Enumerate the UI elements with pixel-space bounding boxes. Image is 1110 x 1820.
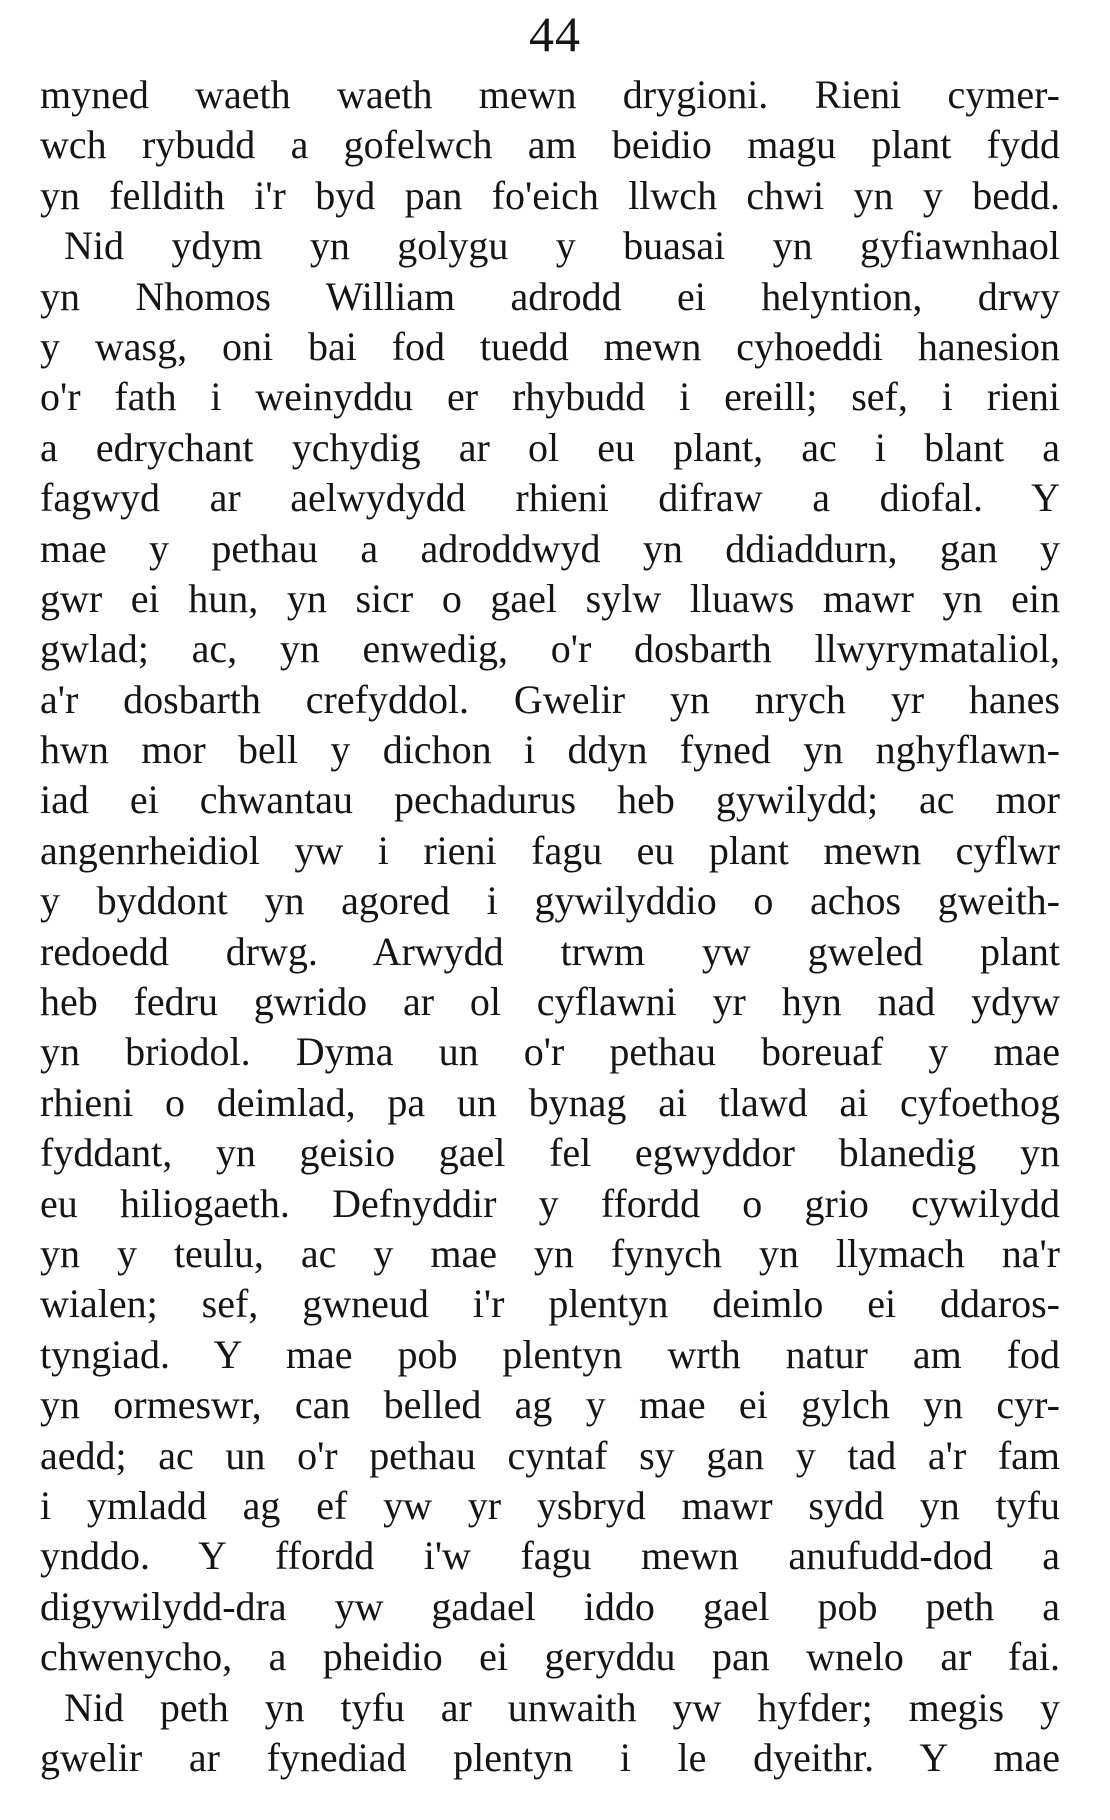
text-line: i ymladd ag ef yw yr ysbryd mawr sydd yn tyfu <box>40 1482 1060 1528</box>
text-line: yn briodol. Dyma un o'r pethau boreuaf y mae <box>40 1029 1060 1075</box>
text-line: aedd; ac un o'r pethau cyntaf sy gan y tad a'r fam <box>40 1432 1060 1478</box>
page-number: 44 <box>529 6 581 62</box>
text-line: yn ormeswr, can belled ag y mae ei gylch yn cyr- <box>40 1382 1060 1428</box>
text-line: o'r fath i weinyddu er rhybudd i ereill; sef, i rieni <box>40 374 1060 420</box>
text-line: chwenycho, a pheidio ei geryddu pan wnelo ar fai. <box>40 1634 1060 1680</box>
text-line: fyddant, yn geisio gael fel egwyddor blanedig yn <box>40 1130 1060 1176</box>
text-line: a edrychant ychydig ar ol eu plant, ac i blant a <box>40 424 1060 470</box>
text-line: gwelir ar fynediad plentyn i le dyeithr. Y mae <box>40 1734 1060 1780</box>
text-line: digywilydd-dra yw gadael iddo gael pob peth a <box>40 1583 1060 1629</box>
text-line: gwlad; ac, yn enwedig, o'r dosbarth llwyrymataliol, <box>40 626 1060 672</box>
text-line: rhieni o deimlad, pa un bynag ai tlawd ai cyfoethog <box>40 1079 1060 1125</box>
body-text <box>40 70 1060 1783</box>
text-line: tyngiad. Y mae pob plentyn wrth natur am fod <box>40 1331 1060 1377</box>
text-line: a'r dosbarth crefyddol. Gwelir yn nrych yr hanes <box>40 676 1060 722</box>
text-line: redoedd drwg. Arwydd trwm yw gweled plant <box>40 928 1060 974</box>
text-line: yn felldith i'r byd pan fo'eich llwch chwi yn y bedd. <box>40 172 1060 218</box>
text-line: mae y pethau a adroddwyd yn ddiaddurn, gan y <box>40 525 1060 571</box>
text-line: Nid peth yn tyfu ar unwaith yw hyfder; megis y <box>64 1684 1060 1730</box>
text-line: Nid ydym yn golygu y buasai yn gyfiawnhaol <box>64 223 1060 269</box>
text-line: hwn mor bell y dichon i ddyn fyned yn nghyflawn- <box>40 727 1060 773</box>
text-line: y byddont yn agored i gywilyddio o achos gweith- <box>40 878 1060 924</box>
text-line: yn y teulu, ac y mae yn fynych yn llymach na'r <box>40 1230 1060 1276</box>
text-line: wch rybudd a gofelwch am beidio magu plant fydd <box>40 122 1060 168</box>
text-line: angenrheidiol yw i rieni fagu eu plant mewn cyflwr <box>40 827 1060 873</box>
text-line: yn Nhomos William adrodd ei helyntion, drwy <box>40 273 1060 319</box>
text-line: ynddo. Y ffordd i'w fagu mewn anufudd-dod a <box>40 1533 1060 1579</box>
text-line: heb fedru gwrido ar ol cyflawni yr hyn nad ydyw <box>40 979 1060 1025</box>
text-line: eu hiliogaeth. Defnyddir y ffordd o grio cywilydd <box>40 1180 1060 1226</box>
text-line: iad ei chwantau pechadurus heb gywilydd; ac mor <box>40 777 1060 823</box>
text-line: gwr ei hun, yn sicr o gael sylw lluaws mawr yn ein <box>40 575 1060 621</box>
text-line: y wasg, oni bai fod tuedd mewn cyhoeddi hanesion <box>40 323 1060 369</box>
text-line: myned waeth waeth mewn drygioni. Rieni cymer- <box>40 72 1060 117</box>
text-line: fagwyd ar aelwydydd rhieni difraw a diofal. Y <box>40 475 1060 521</box>
text-line: wialen; sef, gwneud i'r plentyn deimlo ei ddaros- <box>40 1281 1060 1327</box>
